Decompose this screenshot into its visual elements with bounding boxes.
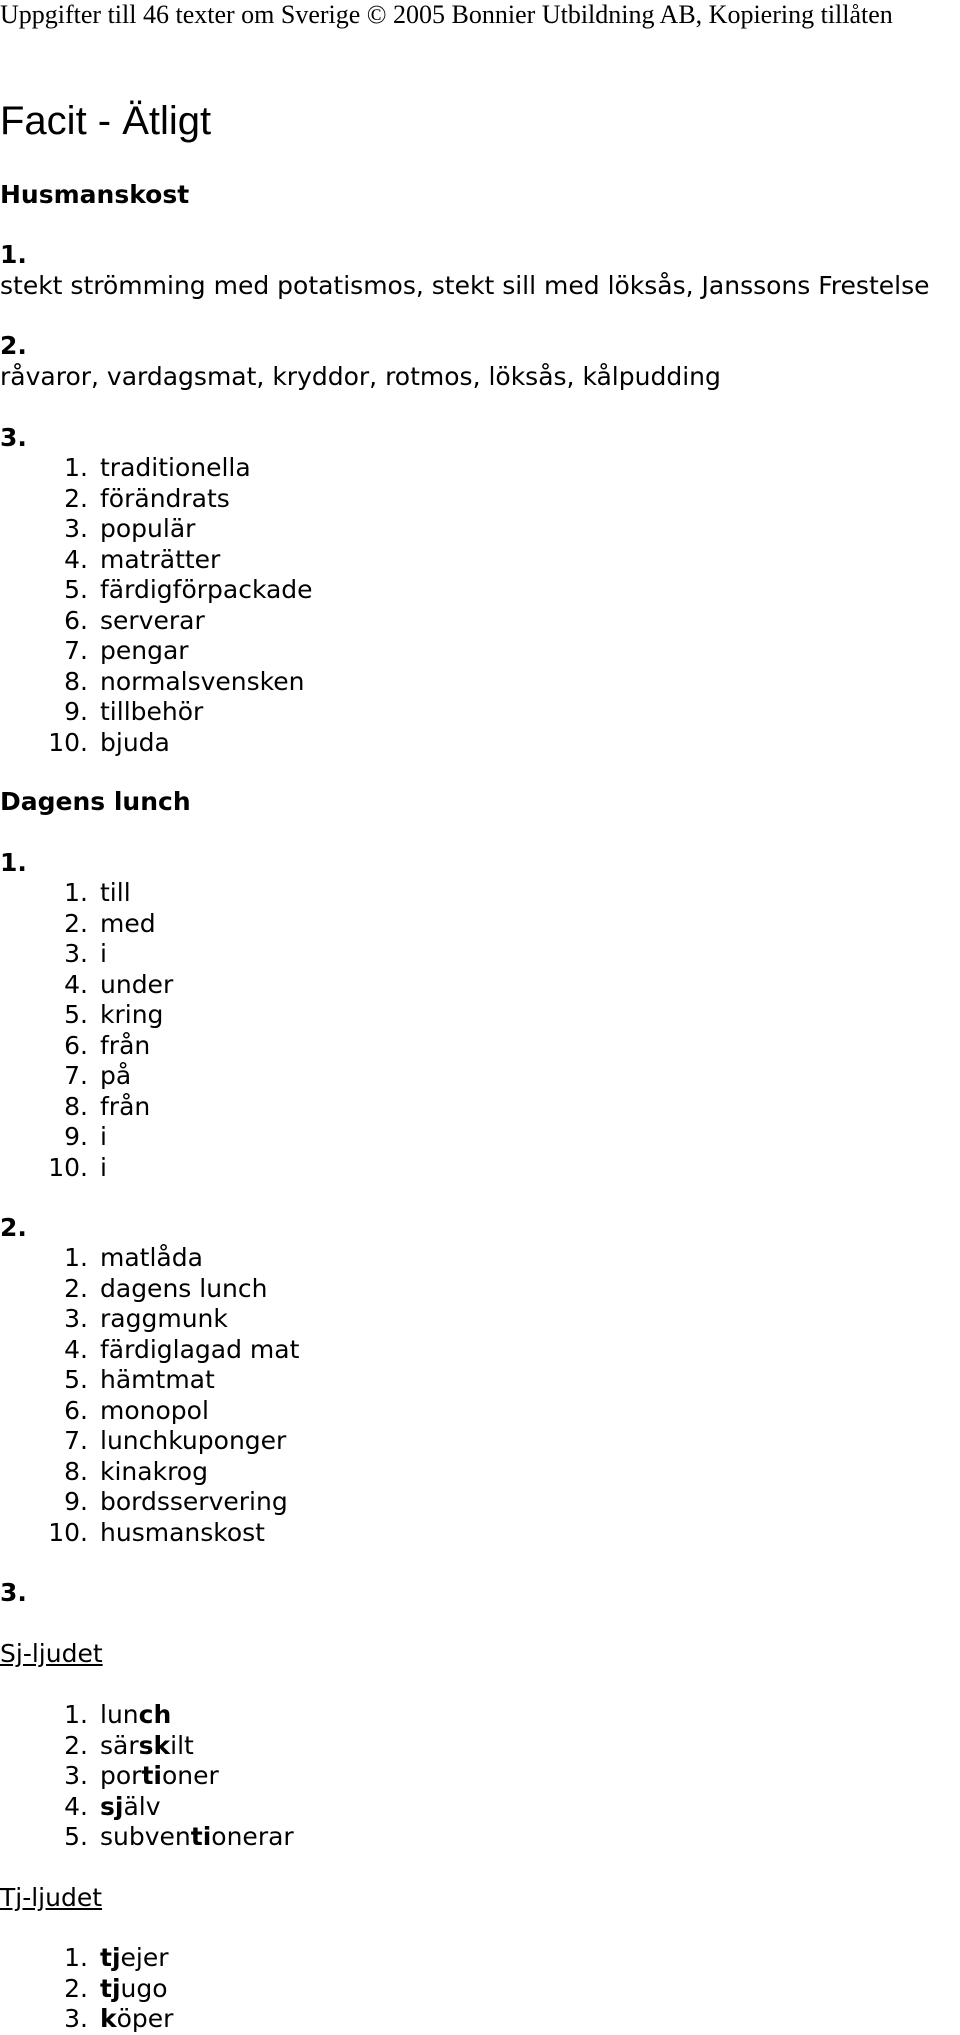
list-item-text: traditionella xyxy=(100,453,251,482)
list-item-number: 4. xyxy=(64,1334,88,1364)
list-item-text: hämtmat xyxy=(100,1365,215,1394)
list-item-number: 2. xyxy=(64,483,88,513)
sound-highlight: k xyxy=(100,2004,117,2033)
list-item-number: 2. xyxy=(64,1273,88,1303)
list-item-text: i xyxy=(100,939,107,968)
sound-highlight: sk xyxy=(138,1730,171,1760)
page-header: Uppgifter till 46 texter om Sverige © 2005 Bonnier Utbildning AB, Kopiering tillåten xyxy=(0,0,893,29)
list-item-text: maträtter xyxy=(100,544,221,574)
list-item-word xyxy=(100,1943,169,1974)
question-label: 2. xyxy=(0,1213,27,1242)
list-item-number: 1. xyxy=(64,1943,88,1972)
list-item-number: 5. xyxy=(64,575,88,604)
list-item-number: 9. xyxy=(64,1487,88,1516)
list-item-text: från xyxy=(100,1091,151,1121)
list-item-number: 3. xyxy=(64,1761,88,1790)
list-item-number: 10. xyxy=(48,1152,88,1182)
list-item-text: raggmunk xyxy=(100,1304,228,1333)
list-item-text: dagens lunch xyxy=(100,1273,268,1303)
sound-highlight: ti xyxy=(190,1822,212,1851)
sub-heading-sj-ljudet: Sj-ljudet xyxy=(0,1639,103,1668)
list-item-number: 2. xyxy=(64,1730,88,1760)
list-item-number: 8. xyxy=(64,1456,88,1486)
list-item-word xyxy=(100,1822,294,1853)
sound-highlight: sj xyxy=(100,1791,124,1821)
list-item-text: på xyxy=(100,1061,132,1090)
list-item-number: 3. xyxy=(64,1304,88,1333)
question-label: 1. xyxy=(0,240,27,269)
list-item-number: 1. xyxy=(64,1243,88,1272)
list-item-word xyxy=(100,1700,171,1731)
list-item-number: 3. xyxy=(64,2004,88,2033)
sound-highlight: tj xyxy=(100,1943,121,1972)
word-part: onerar xyxy=(211,1822,294,1851)
list-item-number: 2. xyxy=(64,908,88,938)
list-item-number: 1. xyxy=(64,878,88,907)
list-item-text: bjuda xyxy=(100,727,170,757)
list-item-number: 5. xyxy=(64,1822,88,1851)
word-part: por xyxy=(100,1761,142,1790)
list-item-text: kring xyxy=(100,1000,164,1029)
list-item-text: tillbehör xyxy=(100,697,204,726)
list-item-text: lunchkuponger xyxy=(100,1426,287,1455)
answer-text: stekt strömming med potatismos, stekt sill med löksås, Janssons Frestelse xyxy=(0,271,930,300)
word-part: subven xyxy=(100,1822,191,1851)
list-item-text: pengar xyxy=(100,636,189,665)
list-item-text: förändrats xyxy=(100,483,230,513)
list-item-number: 4. xyxy=(64,1791,88,1821)
list-item-word xyxy=(100,1792,161,1823)
list-item-text: populär xyxy=(100,514,196,543)
list-item-number: 6. xyxy=(64,1030,88,1060)
list-item-number: 4. xyxy=(64,969,88,999)
list-item-text: matlåda xyxy=(100,1243,203,1272)
list-item-text: monopol xyxy=(100,1395,209,1425)
word-part: älv xyxy=(123,1791,161,1821)
section-heading-dagens-lunch: Dagens lunch xyxy=(0,787,191,816)
list-item-number: 7. xyxy=(64,1426,88,1455)
list-item-number: 8. xyxy=(64,666,88,696)
question-label: 3. xyxy=(0,1578,27,1607)
list-item-text: i xyxy=(100,1152,107,1182)
list-item-word xyxy=(100,1761,219,1792)
list-item-number: 8. xyxy=(64,1091,88,1121)
list-item-number: 3. xyxy=(64,514,88,543)
word-part: öper xyxy=(116,2004,174,2033)
list-item-number: 2. xyxy=(64,1973,88,2003)
list-item-number: 3. xyxy=(64,939,88,968)
list-item-number: 7. xyxy=(64,1061,88,1090)
sound-highlight: ch xyxy=(138,1700,172,1729)
list-item-text: bordsservering xyxy=(100,1487,288,1516)
word-part: ilt xyxy=(170,1730,194,1760)
list-item-text: serverar xyxy=(100,605,205,635)
list-item-number: 7. xyxy=(64,636,88,665)
list-item-number: 10. xyxy=(48,1517,88,1547)
list-item-text: till xyxy=(100,878,131,907)
list-item-word xyxy=(100,2004,173,2035)
list-item-number: 4. xyxy=(64,544,88,574)
list-item-word xyxy=(100,1974,168,2005)
list-item-text: med xyxy=(100,908,156,938)
word-part: oner xyxy=(161,1761,219,1790)
list-item-text: färdiglagad mat xyxy=(100,1334,300,1364)
word-part: sär xyxy=(100,1730,139,1760)
page-title: Facit - Ätligt xyxy=(0,99,212,143)
list-item-text: i xyxy=(100,1122,107,1151)
list-item-word xyxy=(100,1731,194,1762)
list-item-text: kinakrog xyxy=(100,1456,208,1486)
list-item-number: 10. xyxy=(48,727,88,757)
list-item-number: 9. xyxy=(64,1122,88,1151)
list-item-text: normalsvensken xyxy=(100,666,305,696)
list-item-text: husmanskost xyxy=(100,1517,265,1547)
question-label: 1. xyxy=(0,848,27,877)
list-item-number: 9. xyxy=(64,697,88,726)
list-item-number: 6. xyxy=(64,1395,88,1425)
section-heading-husmanskost: Husmanskost xyxy=(0,180,190,209)
sound-highlight: ti xyxy=(141,1761,162,1790)
list-item-number: 1. xyxy=(64,1700,88,1729)
answer-text: råvaror, vardagsmat, kryddor, rotmos, löksås, kålpudding xyxy=(0,362,721,391)
list-item-text: under xyxy=(100,969,174,999)
word-part: ugo xyxy=(120,1973,168,2003)
question-label: 2. xyxy=(0,331,27,360)
sub-heading-tj-ljudet: Tj-ljudet xyxy=(0,1883,103,1912)
word-part: lun xyxy=(100,1700,139,1729)
list-item-number: 1. xyxy=(64,453,88,482)
list-item-number: 5. xyxy=(64,1000,88,1029)
list-item-text: från xyxy=(100,1030,151,1060)
sound-highlight: tj xyxy=(100,1973,121,2003)
list-item-number: 5. xyxy=(64,1365,88,1394)
list-item-number: 6. xyxy=(64,605,88,635)
list-item-text: färdigförpackade xyxy=(100,575,313,604)
word-part: ejer xyxy=(120,1943,169,1972)
question-label: 3. xyxy=(0,423,27,452)
